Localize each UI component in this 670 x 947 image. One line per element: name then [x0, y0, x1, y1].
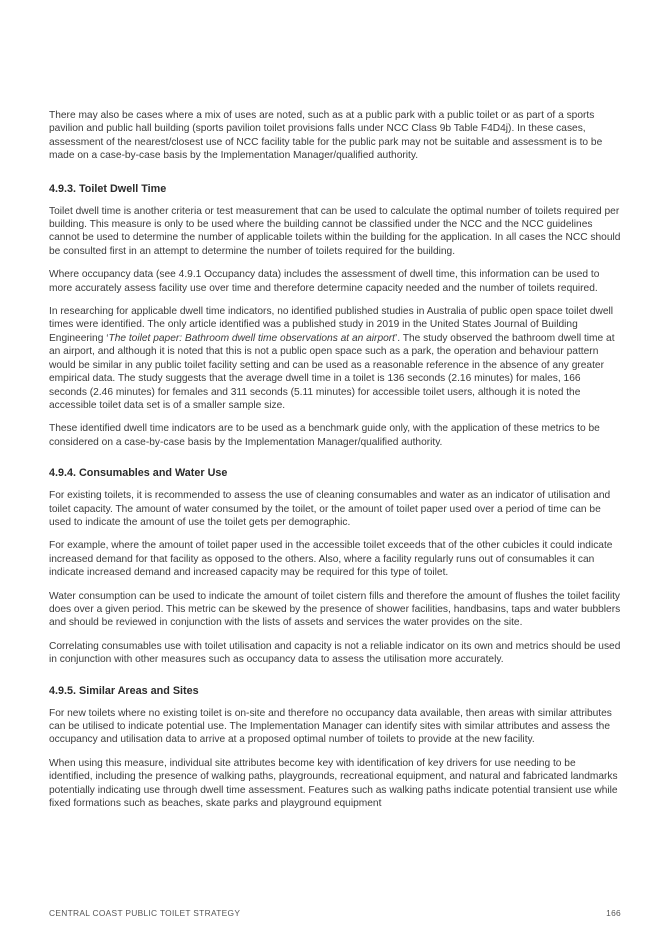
similar-areas-paragraph-2: When using this measure, individual site attributes become key with identification of key drivers for use needing to be identified, including the presence of walking paths, playgrounds, recreational equipment, and natural and fabricated landmarks potentially indicating use through dwell time assessment. Features such as walking paths indicate potential transient use while fixed formations such as beaches, skate parks and playground equipment: [49, 757, 618, 810]
dwell-time-paragraph-2: Where occupancy data (see 4.9.1 Occupancy data) includes the assessment of dwell time, this information can be used to more accurately assess facility use over time and therefore determine capacity needed and the number of toilets required.: [49, 269, 600, 294]
dwell-time-paragraph-3: [49, 305, 621, 412]
heading-similar-areas-sites: 4.9.5. Similar Areas and Sites: [49, 684, 199, 697]
dwell-time-p3-after: ’. The study observed the bathroom dwell time at an airport, and although it is noted that this is not a public open space such as a park, the operation and behaviour pattern would be similar in any public toilet facility setting and can be used as a reasonable reference in the absence of any greater empirical data. The study suggests that the average dwell time in a toilet is 136 seconds (2.16 minutes) for males, 166 seconds (2.46 minutes) for females and 311 seconds (5.11 minutes) for accessible toilet users, although it is noted the accessible toilet data set is of a smaller sample size.: [49, 332, 615, 411]
consumables-paragraph-1: For existing toilets, it is recommended to assess the use of cleaning consumables and water as an indicator of utilisation and toilet capacity. The amount of water consumed by the toilet, or the amount of toilet paper used over a period of time can be used to indicate the amount of use the toilet gets per demographic.: [49, 490, 611, 528]
dwell-time-p3-before: In researching for applicable dwell time indicators, no identified published studies in Australia of public open space toilet dwell times were identified. The only article identified was a published study in 2019 in the United States Journal of Building Engineering ‘: [49, 306, 614, 344]
page-footer: [49, 908, 621, 918]
intro-paragraph: There may also be cases where a mix of uses are noted, such as at a public park with a public toilet or as part of a sports pavilion and public hall building (sports pavilion toilet provisions falls under NCC Class 9b Table F4D4j). In these cases, assessment of the nearest/closest use of NCC facility table for the public park may not be suitable and assessment is to be made on a case-by-case basis by the Implementation Manager/qualified authority.: [49, 110, 603, 162]
dwell-time-paragraph-4: These identified dwell time indicators are to be used as a benchmark guide only, with the application of these metrics to be considered on a case-by-case basis by the Implementation Manager/qualified authority.: [49, 423, 600, 448]
page-body: [49, 109, 621, 820]
similar-areas-paragraph-1: For new toilets where no existing toilet is on-site and therefore no occupancy data available, then areas with similar attributes can be utilised to indicate potential use. The Implementation Manager can identify sites with similar attributes and assess the occupancy and utilisation data to arrive at a proposed optimal number of toilets to provide at the new facility.: [49, 707, 612, 746]
consumables-paragraph-2: For example, where the amount of toilet paper used in the accessible toilet exceeds that of the other cubicles it could indicate increased demand for that facility as opposed to the others. Also, where a facility regularly runs out of consumables it can indicate increased demand and increased capacity may be required for this type of toilet.: [49, 540, 613, 579]
heading-toilet-dwell-time: 4.9.3. Toilet Dwell Time: [49, 182, 167, 195]
study-title: The toilet paper: Bathroom dwell time observations at an airport: [108, 332, 395, 344]
footer-page-number: 166: [606, 908, 621, 918]
consumables-paragraph-3: Water consumption can be used to indicate the amount of toilet cistern fills and therefore the amount of flushes the toilet facility does over a given period. This metric can be skewed by the presence of shower facilities, handbasins, taps and water bubblers and should be reviewed in conjunction with the lists of assets and services the water provides on the site.: [49, 590, 621, 629]
footer-document-title: CENTRAL COAST PUBLIC TOILET STRATEGY: [49, 908, 241, 918]
consumables-paragraph-4: Correlating consumables use with toilet utilisation and capacity is not a reliable indicator on its own and metrics should be used in conjunction with other measures such as occupancy data to assess the utilisation more accurately.: [49, 640, 621, 666]
dwell-time-paragraph-1: Toilet dwell time is another criteria or test measurement that can be used to calculate the optimal number of toilets required per building. This measure is only to be used where the building cannot be classified under the NCC and the NCC guidelines cannot be used to determine the number of applicable toilets within the building for the application. In all cases the NCC should be consulted first in an attempt to determine the number of toilets required for the building.: [49, 205, 621, 257]
heading-consumables-water-use: 4.9.4. Consumables and Water Use: [49, 467, 228, 480]
